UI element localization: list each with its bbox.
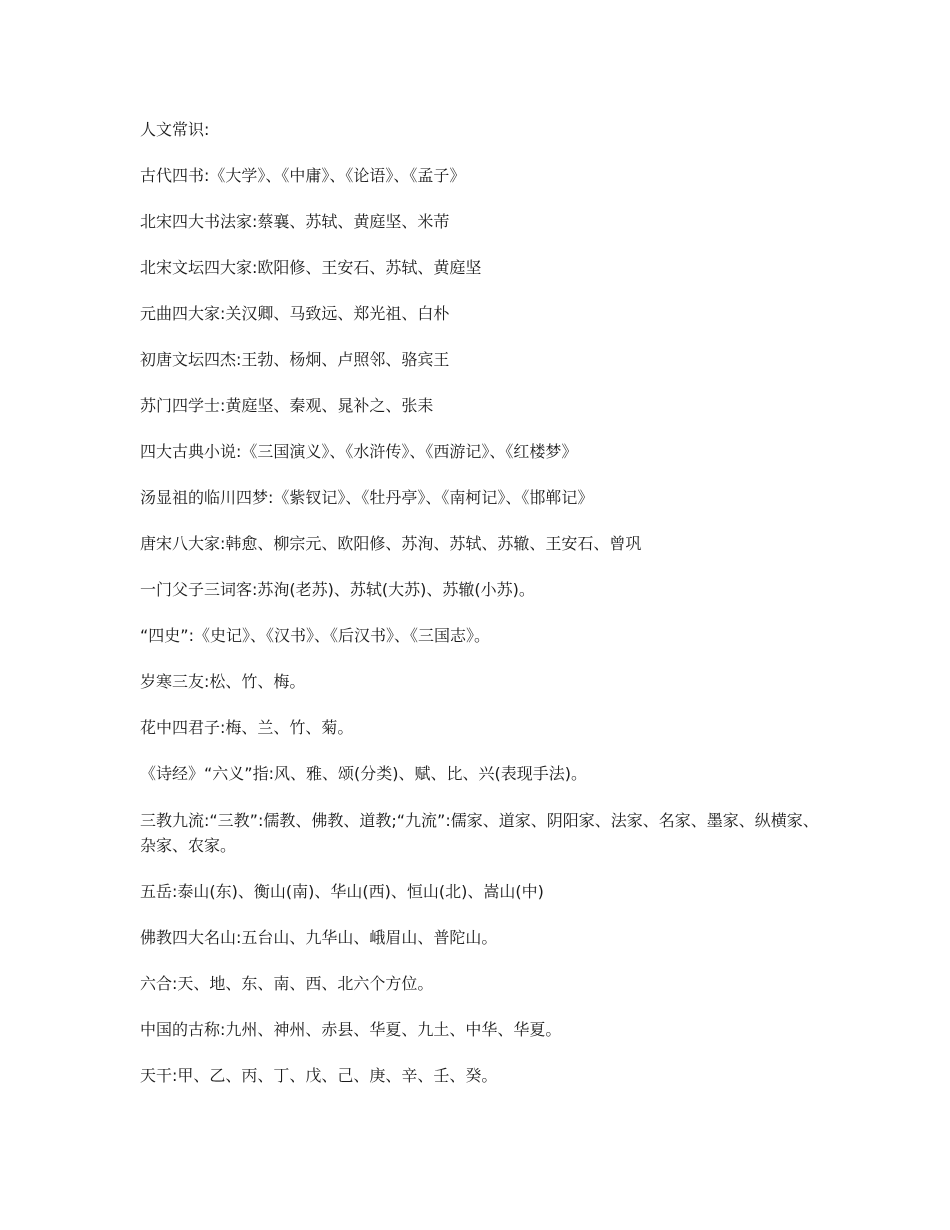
- text-line-five-mountains: 五岳:泰山(东)、衡山(南)、华山(西)、恒山(北)、嵩山(中): [140, 882, 544, 901]
- text-line-classic-novels: 四大古典小说:《三国演义》、《水浒传》、《西游记》、《红楼梦》: [140, 442, 578, 461]
- text-line-linchuan-dreams: 汤显祖的临川四梦:《紫钗记》、《牡丹亭》、《南柯记》、《邯郸记》: [140, 488, 594, 507]
- text-line-ancient-names: 中国的古称:九州、神州、赤县、华夏、九土、中华、华夏。: [140, 1020, 562, 1039]
- text-line-yuan-qu: 元曲四大家:关汉卿、马致远、郑光祖、白朴: [140, 304, 450, 323]
- document-body: [140, 118, 830, 1088]
- section-heading: 人文常识:: [140, 120, 210, 139]
- text-line-early-tang: 初唐文坛四杰:王勃、杨炯、卢照邻、骆宾王: [140, 350, 450, 369]
- text-line-three-su: 一门父子三词客:苏洵(老苏)、苏轼(大苏)、苏辙(小苏)。: [140, 580, 535, 599]
- text-line-four-books: 古代四书:《大学》、《中庸》、《论语》、《孟子》: [140, 166, 466, 185]
- text-line-eight-masters: 唐宋八大家:韩愈、柳宗元、欧阳修、苏洵、苏轼、苏辙、王安石、曾巩: [140, 534, 642, 553]
- text-line-northern-song-writers: 北宋文坛四大家:欧阳修、王安石、苏轼、黄庭坚: [140, 258, 482, 277]
- text-line-su-scholars: 苏门四学士:黄庭坚、秦观、晁补之、张耒: [140, 396, 434, 415]
- text-line-six-directions: 六合:天、地、东、南、西、北六个方位。: [140, 974, 434, 993]
- text-line-three-teachings: 三教九流:“三教”:儒教、佛教、道教;“九流”:儒家、道家、阴阳家、法家、名家、墨家、纵横家、杂家、农家。: [140, 811, 819, 855]
- text-line-four-histories: “四史”:《史记》、《汉书》、《后汉书》、《三国志》。: [140, 626, 490, 645]
- text-line-six-principles: 《诗经》“六义”指:风、雅、颂(分类)、赋、比、兴(表现手法)。: [140, 764, 587, 783]
- text-line-three-friends: 岁寒三友:松、竹、梅。: [140, 672, 306, 691]
- text-line-four-gentlemen: 花中四君子:梅、兰、竹、菊。: [140, 718, 354, 737]
- text-line-heavenly-stems: 天干:甲、乙、丙、丁、戊、己、庚、辛、壬、癸。: [140, 1066, 498, 1085]
- text-line-buddhist-mountains: 佛教四大名山:五台山、九华山、峨眉山、普陀山。: [140, 928, 498, 947]
- text-line-calligraphers: 北宋四大书法家:蔡襄、苏轼、黄庭坚、米芾: [140, 212, 450, 231]
